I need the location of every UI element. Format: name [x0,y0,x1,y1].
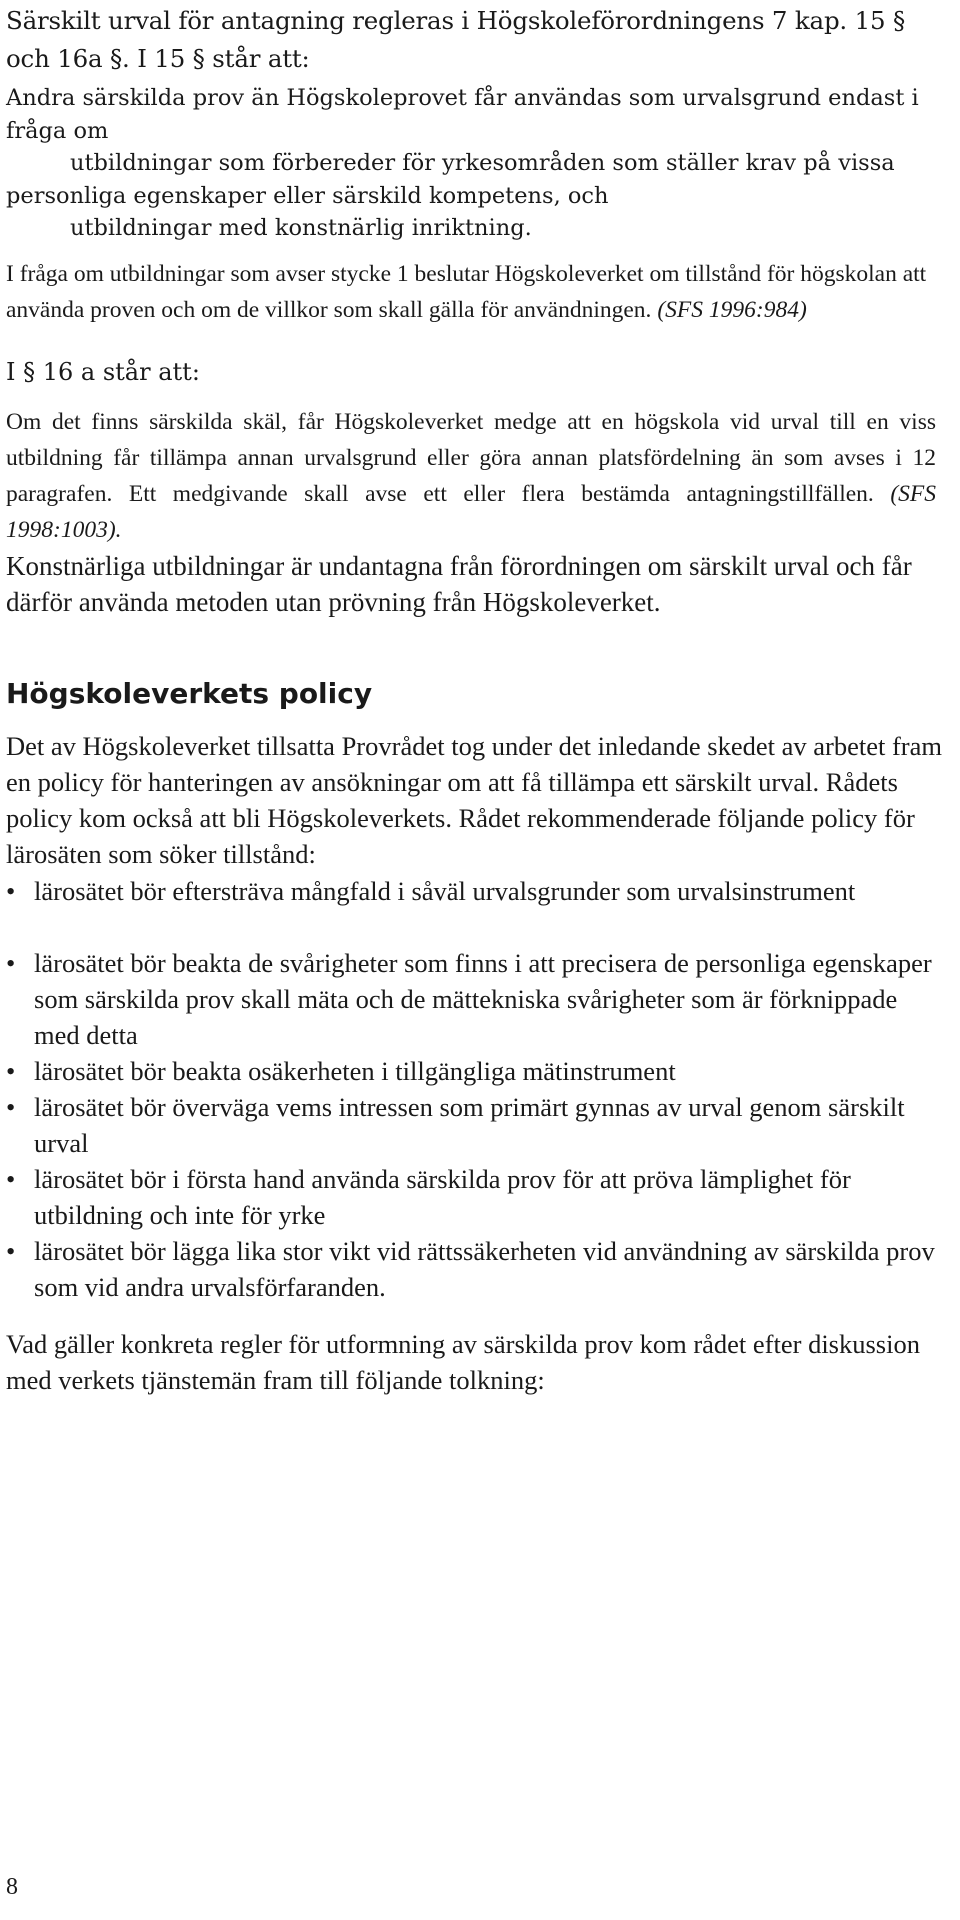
quote-15-item-2: utbildningar med konstnärlig inriktning. [70,215,532,241]
policy-paragraph [6,728,948,872]
list-item [6,945,936,1053]
quote-16a-reference: (SFS 1998:1003). [6,481,937,543]
intro-text: Särskilt urval för antagning regleras i Högskoleförordningens 7 kap. 15 § och 16a §. I 15 § står att: [6,6,906,73]
list-item [6,1053,936,1089]
quote-15-item-1a: utbildningar som förbereder för yrkesområden som ställer krav på vissa [70,150,895,176]
bullet-icon: • [6,1056,16,1086]
bullet-icon: • [6,1092,16,1122]
list-item [6,1233,936,1305]
list-item-text: lärosätet bör i första hand använda särskilda prov för att pröva lämplighet för utbildning och inte för yrke [34,1164,851,1230]
quote-16a-text: Om det finns särskilda skäl, får Högskoleverket medge att en högskola vid urval till en viss utbildning får tillämpa annan urvalsgrund eller göra annan platsfördelning än som avses i 12 paragrafen. Ett medgivande skall avse ett eller flera bestämda antagningstillfällen. [6,409,936,507]
list-item [6,1161,936,1233]
bullet-icon: • [6,1164,16,1194]
list-item-text: lärosätet bör eftersträva mångfald i såväl urvalsgrunder som urvalsinstrument [34,876,856,906]
closing-text: Vad gäller konkreta regler för utformning av särskilda prov kom rådet efter diskussion med verkets tjänstemän fram till följande tolkning: [6,1329,920,1395]
closing-paragraph [6,1326,948,1398]
quote-15-reference: (SFS 1996:984) [657,297,807,323]
intro-paragraph [6,2,942,78]
list-item [6,1089,936,1161]
list-item-text: lärosätet bör lägga lika stor vikt vid rättssäkerheten vid användning av särskilda prov som vid andra urvalsförfaranden. [34,1236,935,1302]
bullet-icon: • [6,876,16,906]
para-16a [6,356,942,388]
policy-bullet-list [6,873,936,1305]
bullet-icon: • [6,1236,16,1266]
bullet-icon: • [6,948,16,978]
list-item [6,873,936,945]
quote-15-item-1b: personliga egenskaper eller särskild kompetens, och [6,182,609,209]
quote-15-block [6,82,942,245]
page-number: 8 [6,1874,18,1900]
list-item-text: lärosätet bör beakta de svårigheter som finns i att precisera de personliga egenskaper som särskilda prov skall mäta och de mättekniska svårigheter som är förknippade med detta [34,948,932,1050]
policy-text: Det av Högskoleverket tillsatta Provrådet tog under det inledande skedet av arbetet fram en policy för hanteringen av ansökningar om att få tillämpa ett särskilt urval. Rådets policy kom också att bli Högskoleverkets. Rådet rekommenderade följande policy för lärosäten som söker tillstånd: [6,731,943,869]
quote-15-lead: Andra särskilda prov än Högskoleprovet får användas som urvalsgrund endast i fråga om [6,85,919,144]
quote-16a-block [6,404,936,548]
section-heading: Högskoleverkets policy [6,677,373,710]
list-item-text: lärosätet bör beakta osäkerheten i tillgängliga mätinstrument [34,1056,676,1086]
quote-15-cont-text: I fråga om utbildningar som avser stycke 1 beslutar Högskoleverket om tillstånd för högskolan att använda proven och om de villkor som skall gälla för användningen. [6,261,927,323]
konstnarliga-paragraph [6,548,956,620]
konstnarliga-text: Konstnärliga utbildningar är undantagna från förordningen om särskilt urval och får därför använda metoden utan prövning från Högskoleverket. [6,551,912,617]
para-16a-text: I § 16 a står att: [6,358,200,386]
quote-15-continuation [6,256,936,328]
list-item-text: lärosätet bör överväga vems intressen som primärt gynnas av urval genom särskilt urval [34,1092,905,1158]
